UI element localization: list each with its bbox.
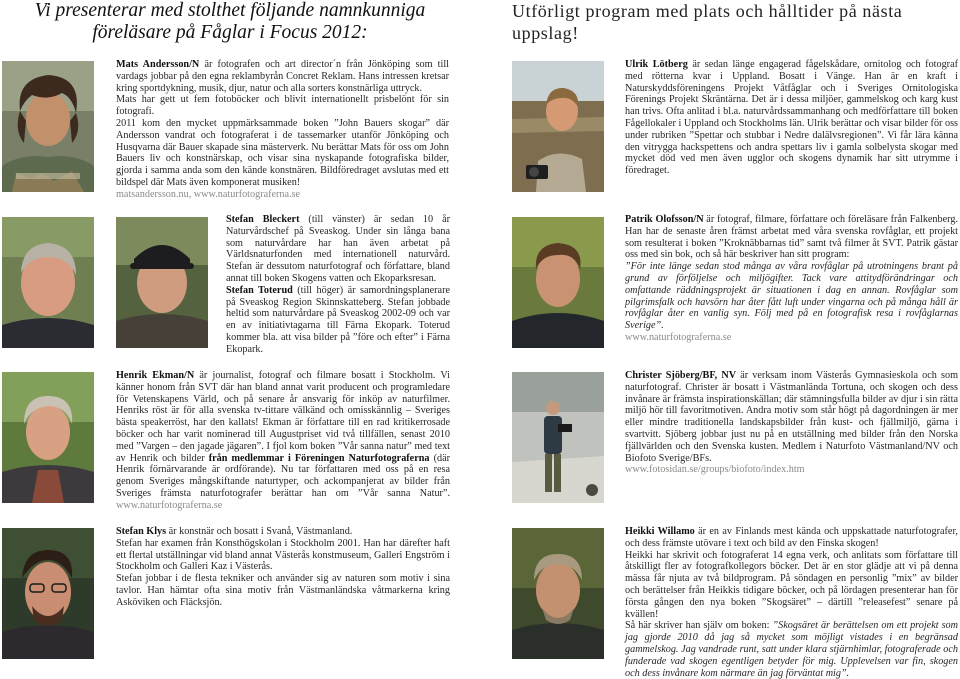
photo-stefan-bleckert bbox=[2, 217, 94, 348]
presenter-name: Stefan Bleckert bbox=[226, 214, 300, 225]
bio-text: Heikki har skrivit och fotograferat 14 egna verk, och anlitats som författare till åtskilligt fler av fotografkollegors böcker. Det är en stor glädje att vi på denna mässa får njuta av två bildprogram. På söndagen en personlig ”mix” av bilder och berättelser från Heikkis tidigare böcker, och på lördagen presenterar han för första gången den nya boken ”Skogsäret” – därtill ”releasefest” senare på kvällen! bbox=[625, 549, 958, 620]
presenter-name: Stefan Klys bbox=[116, 526, 167, 537]
website-link[interactable]: www.naturfotograferna.se bbox=[116, 499, 223, 511]
bio-text: 2011 kom den mycket uppmärksammade boken ”John Bauers skogar” där Andersson vandrat och fotograferat i de tassemarker utanför Jönköping och Husqvarna där Bauer skapade sina mästerverk. Nu berättar Mats för oss om John Bauers liv och konstnärskap, och visar sina nyskapande fotografiska bilder, gjorda i samma anda som den kände konstnären. Bildföredraget avslutas med ett bildspel där Mats även komponerat musiken! bbox=[116, 117, 449, 188]
presenter-name: Henrik Ekman/N bbox=[116, 370, 195, 381]
presenter-name: Christer Sjöberg/BF, NV bbox=[625, 370, 737, 381]
bio-text: är fotografen och art director´n från Jönköping som till vardags jobbar på den egna reklambyrån Concret Reklam. Hans intressen kretsar kring sportdykning, musik, djur, natur och alla sorters konstnärliga uttryck. bbox=[116, 59, 449, 94]
presenter-name: Ulrik Lötberg bbox=[625, 59, 688, 70]
bio-text: Så här skriver han själv om boken: bbox=[625, 620, 773, 632]
bio-text: Stefan har examen från Konsthögskolan i Stockholm 2001. Han har därefter haft ett flertal utställningar vid bland annat Västerås konstmuseum, Galleri Engström i Stockholm och Galleri Kaz i Västerås. bbox=[116, 537, 450, 573]
bio-text: är verksam inom Västerås Gymnasieskola och som naturfotograf. Christer är bosatt i Västmanlända Tortuna, och skogen och dess invånare är främsta inspirationskällan; där stämningsfulla bilder av djur i sin rätta miljö hör till favoritmotiven. Andra motiv som står högt på dagordningen är mer eller mindre traditionella landskapsbilder från kust- och fjällmiljö, gärna i svartvitt. Sjöberg jobbar just nu på en utställning med bilder från den Norska fjällvärlden och den Svenska kusten. Medlem i Naturfoto Västmanland/NV och Biofoto Sverige/BFs. bbox=[625, 370, 958, 464]
website-link[interactable]: matsandersson.nu, www.naturfotograferna.se bbox=[116, 188, 301, 200]
photo-heikki-willamo bbox=[512, 528, 604, 659]
photo-stefan-toterud bbox=[116, 217, 208, 348]
headline bbox=[4, 0, 456, 44]
photo-patrik-olofsson bbox=[512, 217, 604, 348]
photo-christer-sjoberg bbox=[512, 372, 604, 503]
bio-text: (till vänster) är sedan 10 år Naturvårdschef på Sveaskog. Under sin långa bana som naturvårdare har han även arbetat på Världsnaturfonden med internationell naturvård. Stefan är dessutom naturfotograf och författare, bland annat till boken Skogens vatten och Ekoparksresan. bbox=[226, 214, 450, 284]
photo-stefan-klys bbox=[2, 528, 94, 659]
bio-text: är journalist, fotograf och filmare bosatt i Stockholm. Vi känner honom från SVT där han bland annat varit producent och programledare för Vetenskapens Värld, och på senare år ansvarig för inköp av naturfilmer. Henriks röst är för alla svenska tv-tittare välkänd och omisskännlig – Sveriges bästa speakerröst, har den kallats! Ekman är författare till en rad kritikerrosade böcker och har varit nominerad till Augustpriset vid två tillfällen, senast 2010 med ”Vargen – den jagade jägaren”. I fjol kom boken ”Vår sanna natur” med text av Henrik och bilder bbox=[116, 370, 450, 464]
bio-text: Mats har gett ut fem fotoböcker och blivit internationellt prisbelönt för sin fotografi. bbox=[116, 94, 449, 118]
bio-patrik-olofsson bbox=[625, 214, 958, 344]
presenter-name: Heikki Willamo bbox=[625, 526, 695, 537]
bio-text: är sedan länge engagerad fågelskådare, ornitolog och fotograf med rötterna kvar i Uppland. Bosatt i Vänge. Han är en kraft i Naturskyddsföreningens Projekt Våtfåglar och i Sveriges Ornitologiska Förenings Projekt Skräntärna. Det är i dessa miljöer, gammelskog och karg kust han trivs. Ofta anlitad i bl.a. naturvårdssammanhang och medförfattare till boken Fågellokaler i Uppland och Stockholms län. Ulrik berättar och visar bilder för oss under rubriken ”Spettar och stubbar i Nedre dalälvsregionen”. Vi får lära känna den vitrygga hackspettens och andra spettars liv i gamla solbelysta skogar med mycket död ved men även ugglor och skogens dynamik har sitt utrymme i föredraget. bbox=[625, 59, 958, 177]
bio-stefan-bleckert-toterud bbox=[226, 214, 450, 356]
bio-highlight: från medlemmar i Föreningen Naturfotograferna bbox=[208, 452, 430, 464]
headline-line-2: föreläsare på Fåglar i Focus 2012: bbox=[92, 22, 368, 43]
bio-heikki-willamo bbox=[625, 526, 958, 679]
website-link[interactable]: www.naturfotograferna.se bbox=[625, 331, 732, 343]
bio-text: (till höger) är samordningsplanerare på Sveaskog Region Skinnskatteberg. Stefan jobbade heltid som naturvårdare på Sveaskog 2002-09 och var en av initiativtagarna till Färna Ekopark. Toterud kommer bla. att visa bilder på ”före och efter” i Färna Ekopark. bbox=[226, 284, 450, 355]
bio-text: Stefan jobbar i de flesta tekniker och använder sig av naturen som motiv i sina tavlor. Han hämtar ofta sina motiv från Västmanländska våtmarkerna kring Asköviken och Fläcksjön. bbox=[116, 573, 450, 608]
website-link[interactable]: www.fotosidan.se/groups/biofoto/index.htm bbox=[625, 464, 805, 476]
presenter-name: Stefan Toterud bbox=[226, 284, 293, 296]
bio-mats-andersson bbox=[116, 59, 449, 201]
presenter-name: Mats Andersson/N bbox=[116, 59, 200, 70]
photo-ulrik-lotberg bbox=[512, 61, 604, 192]
bio-christer-sjoberg bbox=[625, 370, 958, 476]
bio-ulrik-lotberg bbox=[625, 59, 958, 177]
bio-quote: ”Skogsäret är berättelsen om ett projekt som jag gjorde 2010 då jag så mycket som möjligt vistades i en begränsad gammelskog. Jag vandrade runt, satt under klara stjärnhimlar, fotograferade och funderade vad skogen egentligen betyder för mig. Upplevelsen var fin, skogen och dess invånare kom närmare än jag förväntat mig”. bbox=[625, 620, 958, 679]
photo-henrik-ekman bbox=[2, 372, 94, 503]
photo-mats-andersson bbox=[2, 61, 94, 192]
bio-text: är en av Finlands mest kända och uppskattade naturfotografer, och dess främste utövare i text och bild av den Finska skogen! bbox=[625, 526, 958, 549]
bio-text: är konstnär och bosatt i Svanå, Västmanland. bbox=[166, 526, 353, 537]
bio-stefan-klys bbox=[116, 526, 450, 609]
program-banner: Utförligt program med plats och hålltider på nästa uppslag! bbox=[512, 1, 903, 43]
bio-henrik-ekman bbox=[116, 370, 450, 512]
bio-quote: ”För inte länge sedan stod många av våra rovfåglar på utrotningens brant på grund av förföljelse och miljögifter. Tack vare attitydförändringar och omfattande räddningsprojekt är situationen i dag en annan. Rovfåglar som pilgrimsfalk och havsörn har åter fått luft under vingarna och på många håll är rovfåglar åter en vanlig syn. Följ med på en fotografisk resa i rovfåglarnas Sverige”. bbox=[625, 261, 958, 332]
bio-text: är fotograf, filmare, författare och föreläsare från Falkenberg. Han har de senaste åren främst arbetat med våra svenska rovfåglar, ett projekt som resulterat i boken ”Kroknäbbarnas tid” samt två filmer åt SVT. Patrik gästar oss med sin bok, och så här beskriver han sitt program: bbox=[625, 214, 958, 261]
bio-text: (där Henrik förnärvarande är ordförande). Nu tar författaren med oss på en resa genom Sveriges mångskiftande naturtyper, och ackompanjerat av bilder från Sveriges främsta naturfotografer berättar han om ”Vår sanna Natur”. bbox=[116, 452, 450, 499]
headline-line-1: Vi presenterar med stolthet följande namnkunniga bbox=[34, 0, 426, 21]
presenter-name: Patrik Olofsson/N bbox=[625, 214, 704, 225]
